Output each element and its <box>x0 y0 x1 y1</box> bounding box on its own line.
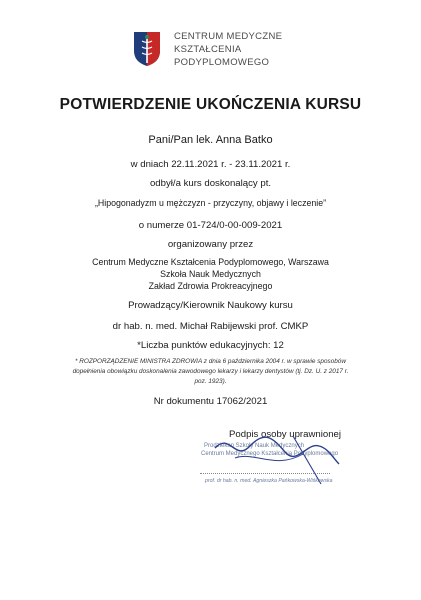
document-number: Nr dokumentu 17062/2021 <box>153 396 268 407</box>
course-lead-label: Prowadzący/Kierownik Naukowy kursu <box>128 300 293 311</box>
signature-label: Podpis osoby uprawnionej <box>229 429 342 440</box>
recipient-name: Pani/Pan lek. Anna Batko <box>148 134 273 146</box>
course-dates: w dniach 22.11.2021 r. - 23.11.2021 r. <box>130 159 291 170</box>
education-points: *Liczba punktów edukacyjnych: 12 <box>137 340 284 351</box>
signatory-stamp: prof. dr hab. n. med. Agnieszka Pańkowska-Wiśkowska <box>205 478 333 484</box>
signature-line <box>200 473 330 474</box>
organizer-line-1: Centrum Medyczne Kształcenia Podyplomowego, Warszawa <box>92 257 329 267</box>
cmkp-crest-icon <box>133 31 161 67</box>
organized-by-label: organizowany przez <box>167 239 254 250</box>
institution-name-line-2: KSZTAŁCENIA <box>174 44 242 55</box>
footnote-line-2: dopełnienia obowiązku doskonalenia zawodowego lekarzy i lekarzy dentystów (tj. Dz. U. z 2017 r. <box>72 368 349 375</box>
course-title: „Hipogonadyzm u mężczyzn - przyczyny, objawy i leczenie” <box>94 198 327 208</box>
organizer-line-2: Szkoła Nauk Medycznych <box>160 269 261 279</box>
organizer-line-3: Zakład Zdrowia Prokreacyjnego <box>148 281 273 291</box>
course-lead-name: dr hab. n. med. Michał Rabijewski prof. CMKP <box>112 321 309 332</box>
institution-name-line-3: PODYPLOMOWEGO <box>174 57 270 68</box>
footnote-line-3: poz. 1923). <box>194 378 227 385</box>
official-stamp-line-1: Prodziekan Szkoły Nauk Medycznych <box>204 443 305 449</box>
institution-name-line-1: CENTRUM MEDYCZNE <box>174 31 283 42</box>
certificate-title: POTWIERDZENIE UKOŃCZENIA KURSU <box>59 96 362 113</box>
footnote-line-1: * ROZPORZĄDZENIE MINISTRA ZDROWIA z dnia 6 października 2004 r. w sprawie sposobów <box>75 358 346 365</box>
official-stamp-line-2: Centrum Medycznego Kształcenia Podyplomowego <box>201 451 339 457</box>
course-intro: odbył/a kurs doskonalący pt. <box>149 178 272 189</box>
course-number: o numerze 01-724/0-00-009-2021 <box>138 220 283 231</box>
